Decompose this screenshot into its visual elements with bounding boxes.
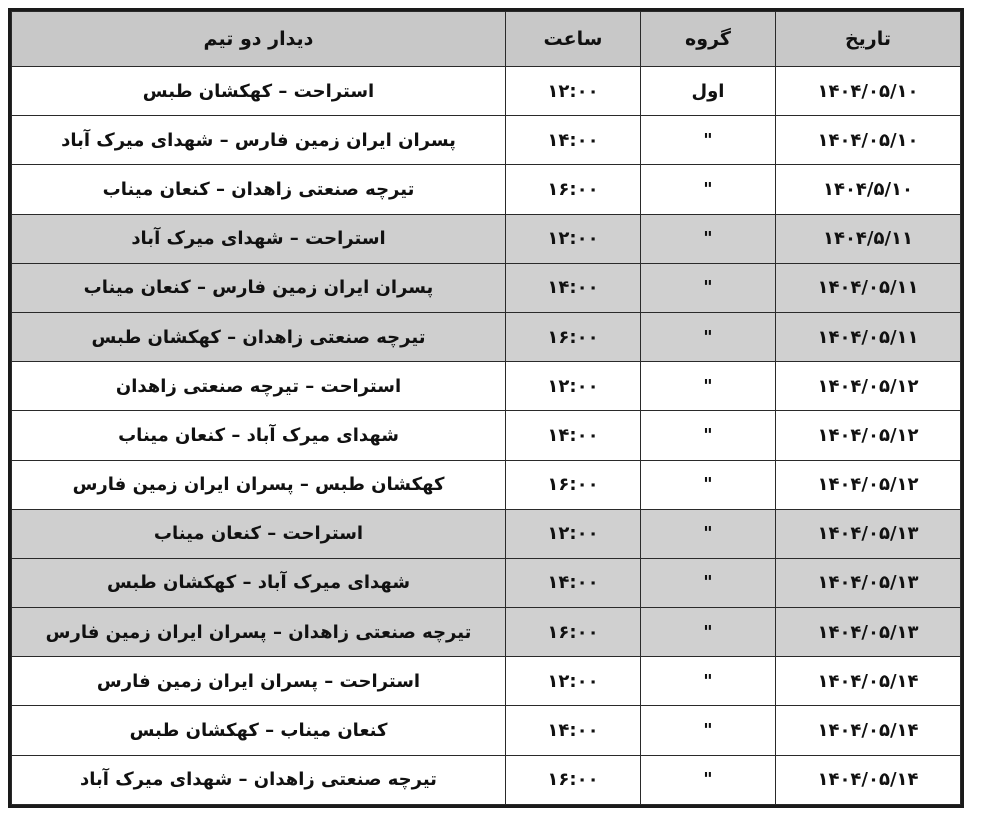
- date-cell: ۱۴۰۴/۰۵/۱۳: [776, 509, 961, 558]
- group-cell: ": [641, 362, 776, 411]
- table-row: [12, 362, 961, 411]
- match-cell: تیرچه صنعتی زاهدان – کنعان میناب: [12, 165, 506, 214]
- time-cell: ۱۲:۰۰: [506, 362, 641, 411]
- header-match: دیدار دو تیم: [12, 12, 506, 67]
- time-cell: ۱۲:۰۰: [506, 67, 641, 116]
- match-cell: تیرچه صنعتی زاهدان – کهکشان طبس: [12, 312, 506, 361]
- time-cell: ۱۲:۰۰: [506, 657, 641, 706]
- date-cell: ۱۴۰۴/۰۵/۱۴: [776, 755, 961, 804]
- date-cell: ۱۴۰۴/۰۵/۱۴: [776, 706, 961, 755]
- header-date: تاریخ: [776, 12, 961, 67]
- group-cell: ": [641, 657, 776, 706]
- group-cell: ": [641, 214, 776, 263]
- time-cell: ۱۶:۰۰: [506, 608, 641, 657]
- group-cell: ": [641, 460, 776, 509]
- date-cell: ۱۴۰۴/۵/۱۰: [776, 165, 961, 214]
- time-cell: ۱۶:۰۰: [506, 312, 641, 361]
- group-cell: ": [641, 165, 776, 214]
- table-row: [12, 755, 961, 804]
- date-cell: ۱۴۰۴/۰۵/۱۲: [776, 362, 961, 411]
- table-row: [12, 165, 961, 214]
- group-cell: اول: [641, 67, 776, 116]
- time-cell: ۱۴:۰۰: [506, 116, 641, 165]
- group-cell: ": [641, 608, 776, 657]
- match-cell: استراحت – پسران ایران زمین فارس: [12, 657, 506, 706]
- time-cell: ۱۲:۰۰: [506, 214, 641, 263]
- time-cell: ۱۶:۰۰: [506, 755, 641, 804]
- table-row: [12, 263, 961, 312]
- group-cell: ": [641, 312, 776, 361]
- match-cell: کنعان میناب – کهکشان طبس: [12, 706, 506, 755]
- schedule-sheet: [8, 8, 964, 808]
- date-cell: ۱۴۰۴/۰۵/۱۳: [776, 608, 961, 657]
- table-body: [12, 67, 961, 805]
- group-cell: ": [641, 509, 776, 558]
- date-cell: ۱۴۰۴/۰۵/۱۰: [776, 67, 961, 116]
- table-row: [12, 411, 961, 460]
- date-cell: ۱۴۰۴/۰۵/۱۳: [776, 558, 961, 607]
- date-cell: ۱۴۰۴/۰۵/۱۰: [776, 116, 961, 165]
- date-cell: ۱۴۰۴/۵/۱۱: [776, 214, 961, 263]
- table-row: [12, 558, 961, 607]
- table-header: [12, 12, 961, 67]
- match-cell: استراحت – کهکشان طبس: [12, 67, 506, 116]
- group-cell: ": [641, 411, 776, 460]
- time-cell: ۱۴:۰۰: [506, 263, 641, 312]
- match-cell: استراحت – کنعان میناب: [12, 509, 506, 558]
- time-cell: ۱۴:۰۰: [506, 558, 641, 607]
- table-row: [12, 116, 961, 165]
- time-cell: ۱۶:۰۰: [506, 460, 641, 509]
- table-row: [12, 706, 961, 755]
- header-group: گروه: [641, 12, 776, 67]
- group-cell: ": [641, 706, 776, 755]
- table-row: [12, 657, 961, 706]
- table-row: [12, 608, 961, 657]
- date-cell: ۱۴۰۴/۰۵/۱۱: [776, 312, 961, 361]
- group-cell: ": [641, 558, 776, 607]
- group-cell: ": [641, 116, 776, 165]
- time-cell: ۱۲:۰۰: [506, 509, 641, 558]
- date-cell: ۱۴۰۴/۰۵/۱۴: [776, 657, 961, 706]
- match-cell: تیرچه صنعتی زاهدان – شهدای میرک آباد: [12, 755, 506, 804]
- date-cell: ۱۴۰۴/۰۵/۱۲: [776, 460, 961, 509]
- match-cell: تیرچه صنعتی زاهدان – پسران ایران زمین فارس: [12, 608, 506, 657]
- match-cell: شهدای میرک آباد – کهکشان طبس: [12, 558, 506, 607]
- table-row: [12, 214, 961, 263]
- group-cell: ": [641, 755, 776, 804]
- table-row: [12, 460, 961, 509]
- table-row: [12, 509, 961, 558]
- match-cell: پسران ایران زمین فارس – کنعان میناب: [12, 263, 506, 312]
- match-schedule-table: [11, 11, 961, 805]
- time-cell: ۱۴:۰۰: [506, 411, 641, 460]
- table-row: [12, 67, 961, 116]
- header-row: [12, 12, 961, 67]
- header-time: ساعت: [506, 12, 641, 67]
- match-cell: شهدای میرک آباد – کنعان میناب: [12, 411, 506, 460]
- time-cell: ۱۴:۰۰: [506, 706, 641, 755]
- match-cell: استراحت – شهدای میرک آباد: [12, 214, 506, 263]
- match-cell: کهکشان طبس – پسران ایران زمین فارس: [12, 460, 506, 509]
- date-cell: ۱۴۰۴/۰۵/۱۱: [776, 263, 961, 312]
- match-cell: پسران ایران زمین فارس – شهدای میرک آباد: [12, 116, 506, 165]
- table-row: [12, 312, 961, 361]
- date-cell: ۱۴۰۴/۰۵/۱۲: [776, 411, 961, 460]
- group-cell: ": [641, 263, 776, 312]
- match-cell: استراحت – تیرچه صنعتی زاهدان: [12, 362, 506, 411]
- time-cell: ۱۶:۰۰: [506, 165, 641, 214]
